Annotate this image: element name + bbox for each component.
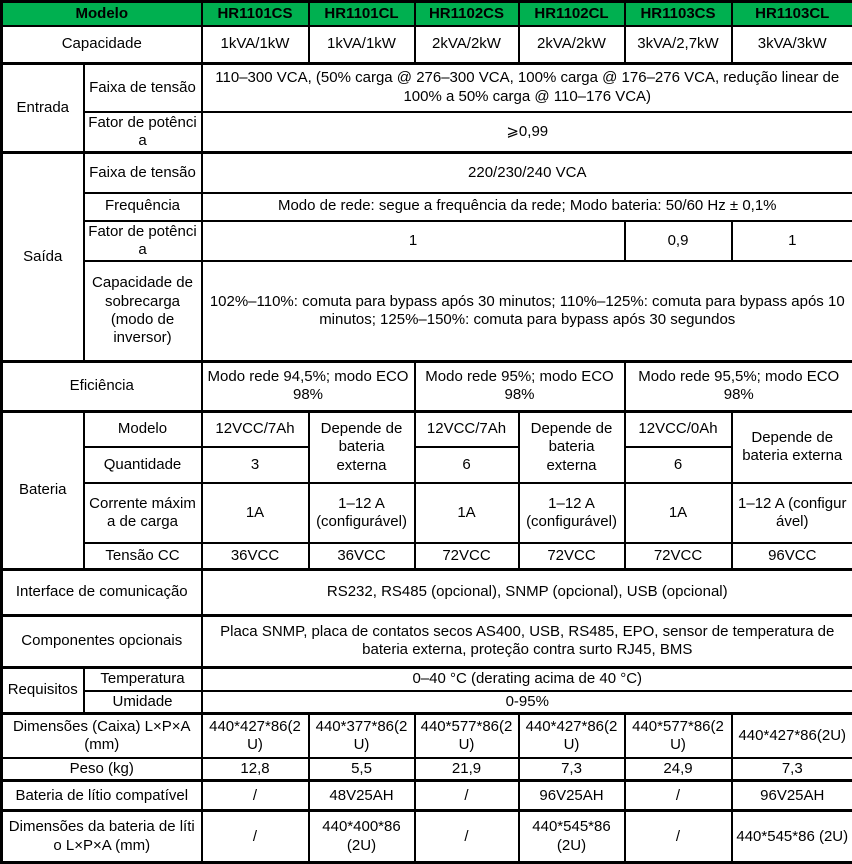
weight-value-5: 7,3 <box>732 758 852 781</box>
input-voltage-row <box>2 64 852 112</box>
header-model-label: Modelo <box>2 2 202 26</box>
lithium-battery-value-0: / <box>202 781 309 811</box>
humidity-row <box>2 691 852 714</box>
battery-model-value-2: 12VCC/7Ah <box>415 411 519 447</box>
battery-model-value-1: Depende de bateria externa <box>309 411 415 483</box>
communication-value: RS232, RS485 (opcional), SNMP (opcional), USB (opcional) <box>202 569 852 615</box>
lithium-battery-value-4: / <box>625 781 732 811</box>
communication-label: Interface de comunicação <box>2 569 202 615</box>
output-overload-row <box>2 261 852 361</box>
output-frequency-label: Frequência <box>84 193 202 221</box>
output-overload-label: Capacidade de sobrecarga (modo de inversor) <box>84 261 202 361</box>
battery-model-row <box>2 411 852 447</box>
battery-charge-current-value-3: 1–12 A (configurável) <box>519 483 625 543</box>
battery-dc-voltage-value-0: 36VCC <box>202 543 309 569</box>
lithium-battery-row <box>2 781 852 811</box>
battery-dc-voltage-value-2: 72VCC <box>415 543 519 569</box>
optional-components-value: Placa SNMP, placa de contatos secos AS400, USB, RS485, EPO, sensor de temperatura de bateria externa, proteção contra surto RJ45, BMS <box>202 615 852 667</box>
battery-quantity-row <box>2 447 852 483</box>
capacity-value-3: 2kVA/2kW <box>519 26 625 64</box>
header-model-hr1102cl: HR1102CL <box>519 2 625 26</box>
battery-quantity-value-0: 3 <box>202 447 309 483</box>
battery-charge-current-label: Corrente máxima de carga <box>84 483 202 543</box>
input-power-factor-value: ⩾0,99 <box>202 112 852 153</box>
weight-value-4: 24,9 <box>625 758 732 781</box>
weight-label: Peso (kg) <box>2 758 202 781</box>
dimensions-value-5: 440*427*86(2U) <box>732 714 852 758</box>
weight-value-1: 5,5 <box>309 758 415 781</box>
battery-quantity-value-1: 6 <box>415 447 519 483</box>
lithium-dimensions-value-1: 440*400*86 (2U) <box>309 811 415 863</box>
communication-row <box>2 569 852 615</box>
weight-value-2: 21,9 <box>415 758 519 781</box>
battery-charge-current-value-5: 1–12 A (configurável) <box>732 483 852 543</box>
battery-dc-voltage-label: Tensão CC <box>84 543 202 569</box>
capacity-value-5: 3kVA/3kW <box>732 26 852 64</box>
lithium-dimensions-value-5: 440*545*86 (2U) <box>732 811 852 863</box>
dimensions-value-3: 440*427*86(2U) <box>519 714 625 758</box>
output-power-factor-value-1: 0,9 <box>625 221 732 262</box>
output-group-label: Saída <box>2 153 84 362</box>
battery-dc-voltage-value-5: 96VCC <box>732 543 852 569</box>
temperature-row <box>2 667 852 691</box>
header-model-hr1101cs: HR1101CS <box>202 2 309 26</box>
battery-dc-voltage-row <box>2 543 852 569</box>
battery-model-value-0: 12VCC/7Ah <box>202 411 309 447</box>
header-model-hr1103cl: HR1103CL <box>732 2 852 26</box>
battery-charge-current-value-2: 1A <box>415 483 519 543</box>
battery-group-label: Bateria <box>2 411 84 569</box>
optional-components-row <box>2 615 852 667</box>
battery-quantity-value-2: 6 <box>625 447 732 483</box>
humidity-label: Umidade <box>84 691 202 714</box>
lithium-dimensions-value-3: 440*545*86 (2U) <box>519 811 625 863</box>
dimensions-value-4: 440*577*86(2U) <box>625 714 732 758</box>
humidity-value: 0-95% <box>202 691 852 714</box>
lithium-battery-label: Bateria de lítio compatível <box>2 781 202 811</box>
input-power-factor-label: Fator de potência <box>84 112 202 153</box>
output-voltage-label: Faixa de tensão <box>84 153 202 193</box>
battery-quantity-label: Quantidade <box>84 447 202 483</box>
lithium-dimensions-value-2: / <box>415 811 519 863</box>
lithium-dimensions-value-4: / <box>625 811 732 863</box>
battery-dc-voltage-value-3: 72VCC <box>519 543 625 569</box>
capacity-value-2: 2kVA/2kW <box>415 26 519 64</box>
lithium-dimensions-label: Dimensões da bateria de lítio L×P×A (mm) <box>2 811 202 863</box>
battery-model-label: Modelo <box>84 411 202 447</box>
header-model-hr1102cs: HR1102CS <box>415 2 519 26</box>
output-power-factor-row <box>2 221 852 262</box>
temperature-label: Temperatura <box>84 667 202 691</box>
efficiency-value-0: Modo rede 94,5%; modo ECO 98% <box>202 361 415 411</box>
efficiency-value-1: Modo rede 95%; modo ECO 98% <box>415 361 625 411</box>
weight-value-0: 12,8 <box>202 758 309 781</box>
dimensions-value-0: 440*427*86(2U) <box>202 714 309 758</box>
header-row <box>2 2 852 26</box>
lithium-battery-value-5: 96V25AH <box>732 781 852 811</box>
input-voltage-label: Faixa de tensão <box>84 64 202 112</box>
output-overload-value: 102%–110%: comuta para bypass após 30 minutos; 110%–125%: comuta para bypass após 10 minutos; 125%–150%: comuta para bypass após 30 segundos <box>202 261 852 361</box>
weight-row <box>2 758 852 781</box>
dimensions-value-1: 440*377*86(2U) <box>309 714 415 758</box>
header-model-hr1103cs: HR1103CS <box>625 2 732 26</box>
dimensions-row <box>2 714 852 758</box>
battery-model-value-4: 12VCC/0Ah <box>625 411 732 447</box>
battery-charge-current-value-1: 1–12 A (configurável) <box>309 483 415 543</box>
lithium-battery-value-3: 96V25AH <box>519 781 625 811</box>
lithium-battery-value-1: 48V25AH <box>309 781 415 811</box>
battery-charge-current-row <box>2 483 852 543</box>
header-model-hr1101cl: HR1101CL <box>309 2 415 26</box>
battery-model-value-5: Depende de bateria externa <box>732 411 852 483</box>
battery-dc-voltage-value-1: 36VCC <box>309 543 415 569</box>
input-group-label: Entrada <box>2 64 84 153</box>
capacity-label: Capacidade <box>2 26 202 64</box>
lithium-battery-value-2: / <box>415 781 519 811</box>
weight-value-3: 7,3 <box>519 758 625 781</box>
battery-model-value-3: Depende de bateria externa <box>519 411 625 483</box>
output-power-factor-value-2: 1 <box>732 221 852 262</box>
battery-dc-voltage-value-4: 72VCC <box>625 543 732 569</box>
output-power-factor-label: Fator de potência <box>84 221 202 262</box>
capacity-value-1: 1kVA/1kW <box>309 26 415 64</box>
efficiency-row <box>2 361 852 411</box>
optional-components-label: Componentes opcionais <box>2 615 202 667</box>
output-frequency-value: Modo de rede: segue a frequência da rede; Modo bateria: 50/60 Hz ± 0,1% <box>202 193 852 221</box>
output-voltage-value: 220/230/240 VCA <box>202 153 852 193</box>
efficiency-value-2: Modo rede 95,5%; modo ECO 98% <box>625 361 852 411</box>
efficiency-label: Eficiência <box>2 361 202 411</box>
input-power-factor-row <box>2 112 852 153</box>
capacity-row <box>2 26 852 64</box>
lithium-dimensions-value-0: / <box>202 811 309 863</box>
lithium-dimensions-row <box>2 811 852 863</box>
output-voltage-row <box>2 153 852 193</box>
output-frequency-row <box>2 193 852 221</box>
input-voltage-value: 110–300 VCA, (50% carga @ 276–300 VCA, 100% carga @ 176–276 VCA, redução linear de 100% a 50% carga @ 110–176 VCA) <box>202 64 852 112</box>
dimensions-value-2: 440*577*86(2U) <box>415 714 519 758</box>
temperature-value: 0–40 °C (derating acima de 40 °C) <box>202 667 852 691</box>
output-power-factor-value-0: 1 <box>202 221 625 262</box>
capacity-value-4: 3kVA/2,7kW <box>625 26 732 64</box>
battery-charge-current-value-4: 1A <box>625 483 732 543</box>
requirements-group-label: Requisitos <box>2 667 84 714</box>
battery-charge-current-value-0: 1A <box>202 483 309 543</box>
capacity-value-0: 1kVA/1kW <box>202 26 309 64</box>
dimensions-label: Dimensões (Caixa) L×P×A (mm) <box>2 714 202 758</box>
